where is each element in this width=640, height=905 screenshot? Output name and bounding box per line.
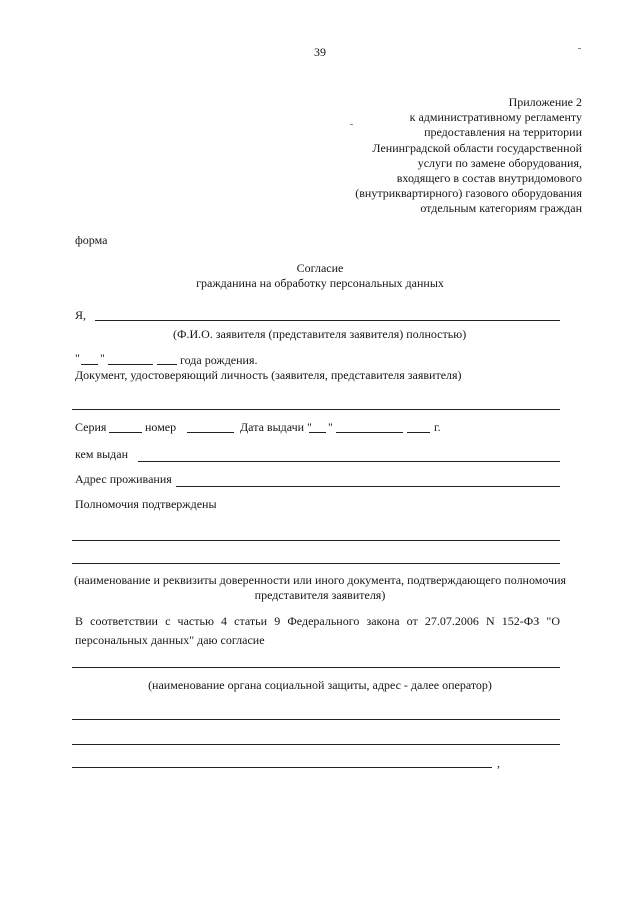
issue-month-field[interactable]	[336, 432, 403, 433]
appendix-header	[355, 95, 582, 217]
authority-field-1[interactable]	[72, 540, 560, 541]
address-field[interactable]	[176, 486, 560, 487]
birth-year-field[interactable]	[157, 364, 177, 365]
address-label: Адрес проживания	[75, 472, 172, 486]
authority-caption-line1: (наименование и реквизиты доверенности или иного документа, подтверждающего полномочия	[73, 573, 567, 587]
authority-field-2[interactable]	[72, 563, 560, 564]
issued-by-label: кем выдан	[75, 447, 129, 461]
issue-day-field[interactable]	[309, 432, 326, 433]
doc-title: Согласие	[296, 261, 344, 275]
birth-day-field[interactable]	[81, 364, 98, 365]
operator-field-4[interactable]	[72, 767, 492, 768]
full-name-caption: (Ф.И.О. заявителя (представителя заявителя) полностью)	[173, 327, 467, 341]
appendix-line: (внутриквартирного) газового оборудования	[355, 186, 582, 201]
issue-year-suffix: г.	[434, 420, 441, 434]
number-label: номер	[145, 420, 177, 434]
issue-date-quote-close: "	[328, 420, 333, 434]
scan-speck	[578, 48, 581, 49]
applicant-prefix: Я,	[75, 308, 87, 322]
issue-date-label: Дата выдачи "	[240, 420, 312, 434]
appendix-line: отдельным категориям граждан	[420, 201, 582, 216]
form-label: форма	[75, 233, 108, 247]
issue-year-field[interactable]	[407, 432, 430, 433]
id-document-label: Документ, удостоверяющий личность (заявителя, представителя заявителя)	[75, 368, 462, 382]
trailing-comma: ,	[497, 756, 500, 770]
page-number: 39	[314, 45, 326, 59]
appendix-line: Приложение 2	[508, 95, 582, 109]
birth-year-suffix: года рождения.	[180, 353, 258, 367]
birth-quote-open: "	[75, 351, 80, 365]
operator-field-3[interactable]	[72, 744, 560, 745]
appendix-line: услуги по замене оборудования,	[417, 155, 582, 170]
full-name-field[interactable]	[95, 320, 560, 321]
series-field[interactable]	[109, 432, 142, 433]
appendix-line: Ленинградской области государственной	[372, 140, 582, 155]
series-label: Серия	[75, 420, 107, 434]
operator-caption: (наименование органа социальной защиты, адрес - далее оператор)	[148, 678, 492, 692]
id-document-field[interactable]	[72, 409, 560, 410]
appendix-line: к административному регламенту	[409, 110, 582, 125]
authority-caption-line2: представителя заявителя)	[254, 588, 386, 602]
appendix-line: предоставления на территории	[424, 125, 582, 140]
operator-field[interactable]	[72, 667, 560, 668]
issued-by-field[interactable]	[138, 461, 560, 462]
authority-label: Полномочия подтверждены	[75, 497, 217, 511]
number-field[interactable]	[187, 432, 234, 433]
scan-speck	[350, 124, 353, 125]
operator-field-2[interactable]	[72, 719, 560, 720]
birth-month-field[interactable]	[108, 364, 153, 365]
birth-quote-close: "	[100, 351, 105, 365]
doc-subtitle: гражданина на обработку персональных данных	[196, 276, 444, 290]
appendix-line: входящего в состав внутридомового	[396, 171, 582, 186]
consent-paragraph: В соответствии с частью 4 статьи 9 Федерального закона от 27.07.2006 N 152-ФЗ "О персональных данных" даю согласие	[75, 614, 560, 647]
